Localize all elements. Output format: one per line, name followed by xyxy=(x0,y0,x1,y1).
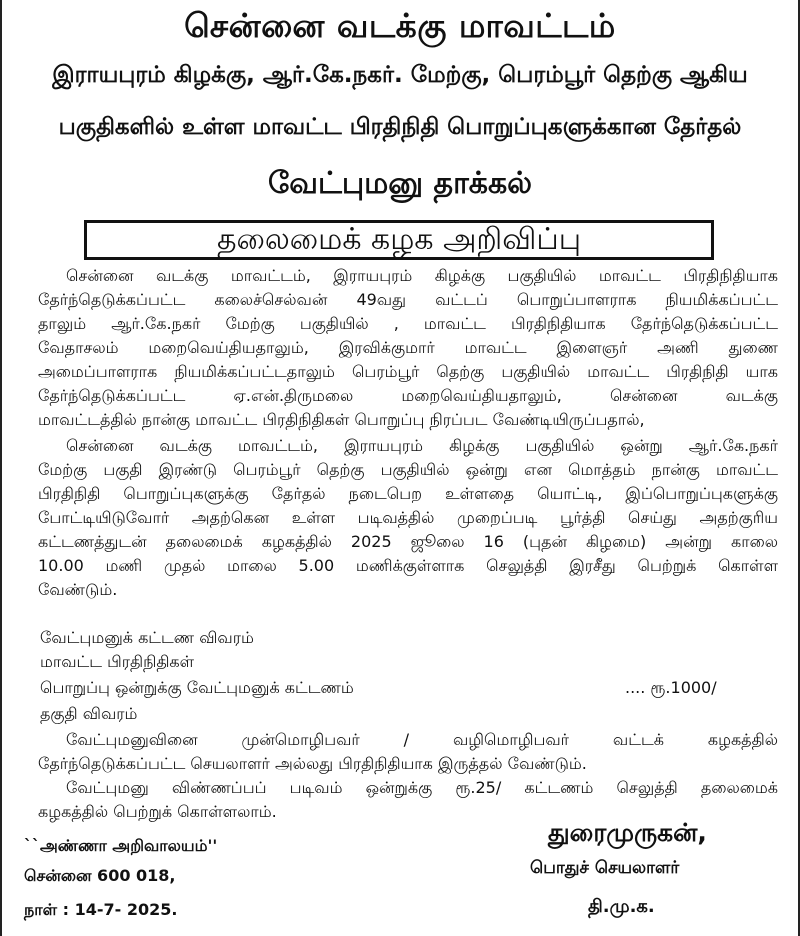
fee-category: மாவட்ட பிரதிநிதிகள் xyxy=(40,652,195,671)
election-heading: பகுதிகளில் உள்ள மாவட்ட பிரதிநிதி பொறுப்புகளுக்கான தேர்தல் xyxy=(58,114,742,140)
fee-amount: .... ரூ.1000/ xyxy=(625,678,717,697)
p4-line: கழகத்தில் பெற்றுக் கொள்ளலாம். xyxy=(38,802,277,821)
signer-name: துரைமுருகன், xyxy=(548,818,707,847)
areas-heading: இராயபுரம் கிழக்கு, ஆர்.கே.நகர். மேற்கு, பெரம்பூர் தெற்கு ஆகிய xyxy=(52,62,748,88)
nomination-heading: வேட்புமனு தாக்கல் xyxy=(267,166,533,201)
p2-line: 10.00 மணி முதல் மாலை 5.00 மணிக்குள்ளாக செலுத்தி இரசீது பெற்றுக் கொள்ள xyxy=(38,556,779,575)
p1-line: வேதாசலம் மறைவெய்தியதாலும், இரவிக்குமார் மாவட்ட இளைஞர் அணி துணை xyxy=(38,338,778,357)
p2-line: கட்டணத்துடன் தலைமைக் கழகத்தில் 2025 ஜூலை 16 (புதன் கிழமை) அன்று காலை xyxy=(38,532,778,551)
p1-line: மாவட்டத்தில் நான்கு மாவட்ட பிரதிநிதிகள் பொறுப்பு நிரப்பட வேண்டியிருப்பதால், xyxy=(38,410,645,429)
fee-heading: வேட்புமனுக் கட்டண விவரம் xyxy=(40,628,254,647)
p1-line: தாலும் ஆர்.கே.நகர் மேற்கு பகுதியில் , மாவட்ட பிரதிநிதியாக தேர்ந்தெடுக்கப்பட்ட xyxy=(38,314,778,333)
p2-line: வேண்டும். xyxy=(38,580,118,599)
p2-line: போட்டியிடுவோர் அதற்கென உள்ள படிவத்தில் முறைப்படி பூர்த்தி செய்து அதற்குரிய xyxy=(38,508,778,527)
p1-line: அமைப்பாளராக நியமிக்கப்பட்டதாலும் பெரம்பூர் தெற்கு பகுதியில் மாவட்ட பிரதிநிதி யாக xyxy=(38,362,778,381)
notice-date: நாள் : 14-7- 2025. xyxy=(24,900,178,919)
p1-line: தேர்ந்தெடுக்கப்பட்ட ஏ.என்.திருமலை மறைவெய்தியதாலும், சென்னை வடக்கு xyxy=(38,386,778,405)
p1-line: சென்னை வடக்கு மாவட்டம், இராயபுரம் கிழக்கு பகுதியில் மாவட்ட பிரதிநிதியாக xyxy=(66,266,778,285)
eligibility-heading: தகுதி விவரம் xyxy=(40,704,138,723)
p1-line: தேர்ந்தெடுக்கப்பட்ட கலைச்செல்வன் 49வது வட்டப் பொறுப்பாளராக நியமிக்கப்பட்ட xyxy=(38,290,778,309)
district-heading: சென்னை வடக்கு மாவட்டம் xyxy=(184,6,616,45)
signer-designation: பொதுச் செயலாளர் xyxy=(530,858,680,878)
fee-item: பொறுப்பு ஒன்றுக்கு வேட்புமனுக் கட்டணம் xyxy=(40,678,354,697)
p4-line: வேட்புமனு விண்ணப்பப் படிவம் ஒன்றுக்கு ரூ.25/ கட்டணம் செலுத்தி தலைமைக் xyxy=(66,778,778,797)
p3-line: தேர்ந்தெடுக்கப்பட்ட செயலாளர் அல்லது பிரதிநிதியாக இருத்தல் வேண்டும். xyxy=(38,754,587,773)
p2-line: பிரதிநிதி பொறுப்புகளுக்கு தேர்தல் நடைபெற உள்ளதை யொட்டி, இப்பொறுப்புகளுக்கு xyxy=(38,484,778,503)
notice-title-box: தலைமைக் கழக அறிவிப்பு xyxy=(84,220,714,260)
party-name: தி.மு.க. xyxy=(588,896,655,917)
p3-line: வேட்புமனுவினை முன்மொழிபவர் / வழிமொழிபவர் வட்டக் கழகத்தில் xyxy=(66,730,778,749)
p2-line: சென்னை வடக்கு மாவட்டம், இராயபுரம் கிழக்கு பகுதியில் ஒன்று ஆர்.கே.நகர் xyxy=(66,436,778,455)
office-city: சென்னை 600 018, xyxy=(24,866,176,885)
p2-line: மேற்கு பகுதி இரண்டு பெரம்பூர் தெற்கு பகுதியில் ஒன்று என மொத்தம் நான்கு மாவட்ட xyxy=(38,460,778,479)
office-name: ``அண்ணா அறிவாலயம்'' xyxy=(24,836,218,855)
